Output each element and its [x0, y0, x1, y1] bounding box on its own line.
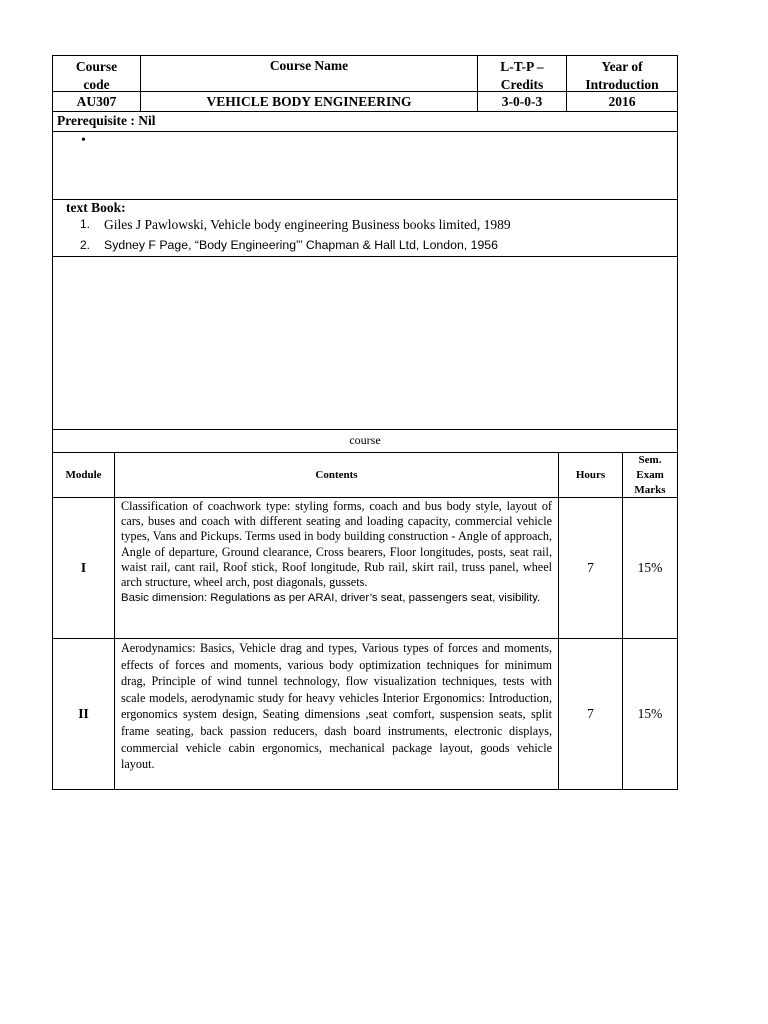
table-row-hours	[558, 638, 623, 790]
course-row	[52, 429, 678, 453]
course-code-header	[52, 55, 141, 92]
hours-value: 7	[587, 706, 594, 721]
module-header-label: Module	[65, 468, 102, 481]
contents-header	[114, 452, 559, 498]
course-code: AU307	[76, 94, 117, 109]
course-code-label: Course code	[75, 59, 118, 92]
module-content: Classification of coachwork type: styling forms, coach and bus body style, layout of cars, buses and coach with different seating and loading capacity, commercial vehicle types, Vans and Pickups. Terms used in body building construction - Angle of approach, Angle of departure, Ground clearance, Cross bearers, Floor longitudes, posts, seat rail, waist rail, cant rail, Roof stick, Roof longitude, Rub rail, skirt rail, truss panel, wheel arch structure, wheel arch, post diagonals, gussets.	[121, 499, 552, 590]
course-name-cell	[140, 91, 478, 112]
ltp-header	[477, 55, 567, 92]
marks-value: 15%	[637, 706, 663, 721]
table-row-contents	[114, 497, 559, 639]
section-divider	[52, 256, 678, 257]
course-label: course	[349, 433, 381, 447]
marks-value: 15%	[637, 560, 663, 575]
hours-value: 7	[587, 560, 594, 575]
ltp-label: L-T-P – Credits	[500, 59, 544, 92]
module-number: I	[80, 560, 87, 575]
text-book-item: 2. Sydney F Page, “Body Engineering”’ Chapman & Hall Ltd, London, 1956	[80, 238, 498, 252]
table-row-module	[52, 497, 115, 639]
marks-header-label: Sem. Exam Marks	[634, 453, 666, 496]
table-row-hours	[558, 497, 623, 639]
year-header	[566, 55, 678, 92]
module-header	[52, 452, 115, 498]
marks-header	[622, 452, 678, 498]
year-label: Year of Introduction	[585, 59, 659, 92]
hours-header-label: Hours	[575, 468, 606, 481]
hours-header	[558, 452, 623, 498]
ltp-value: 3-0-0-3	[501, 94, 543, 109]
prerequisite-row	[52, 111, 678, 132]
prerequisite-text: Prerequisite : Nil	[57, 113, 156, 128]
module-content-extra: Basic dimension: Regulations as per ARAI, driver’s seat, passengers seat, visibility.	[121, 592, 541, 605]
text-book-list	[52, 214, 511, 256]
text-book-section	[52, 199, 678, 257]
table-row-contents	[114, 638, 559, 790]
bullet-row	[52, 131, 678, 200]
table-row-marks	[622, 638, 678, 790]
year-value: 2016	[608, 94, 636, 109]
ltp-cell	[477, 91, 567, 112]
bullet-glyph: •	[81, 133, 86, 148]
text-book-heading: text Book:	[66, 200, 126, 215]
table-row-module	[52, 638, 115, 790]
text-book-item: 1. Giles J Pawlowski, Vehicle body engineering Business books limited, 1989	[80, 217, 511, 232]
text-book-item-1: Giles J Pawlowski, Vehicle body engineering Business books limited, 1989	[104, 217, 511, 232]
text-book-item-2: Sydney F Page, “Body Engineering”’ Chapman & Hall Ltd, London, 1956	[104, 238, 498, 252]
year-cell	[566, 91, 678, 112]
module-content: Aerodynamics: Basics, Vehicle drag and types, Various types of forces and moments, effects of forces and moments, various body optimization techniques for minimum drag, Principle of wind tunnel technology, flow visualization techniques, tests with scale models, aerodynamic study for heavy vehicles Interior Ergonomics: Introduction, ergonomics system design, Seating dimensions ,seat comfort, suspension seats, split frame seating, back passion reducers, dash board instruments, electronic displays, commercial vehicle cabin ergonomics, mechanical package layout, goods vehicle layout.	[121, 641, 552, 772]
module-number: II	[78, 706, 89, 721]
table-row-marks	[622, 497, 678, 639]
course-name: VEHICLE BODY ENGINEERING	[206, 94, 412, 109]
contents-header-label: Contents	[315, 468, 358, 481]
course-name-header	[140, 55, 478, 92]
course-code-cell	[52, 91, 141, 112]
course-name-label: Course Name	[269, 58, 349, 73]
